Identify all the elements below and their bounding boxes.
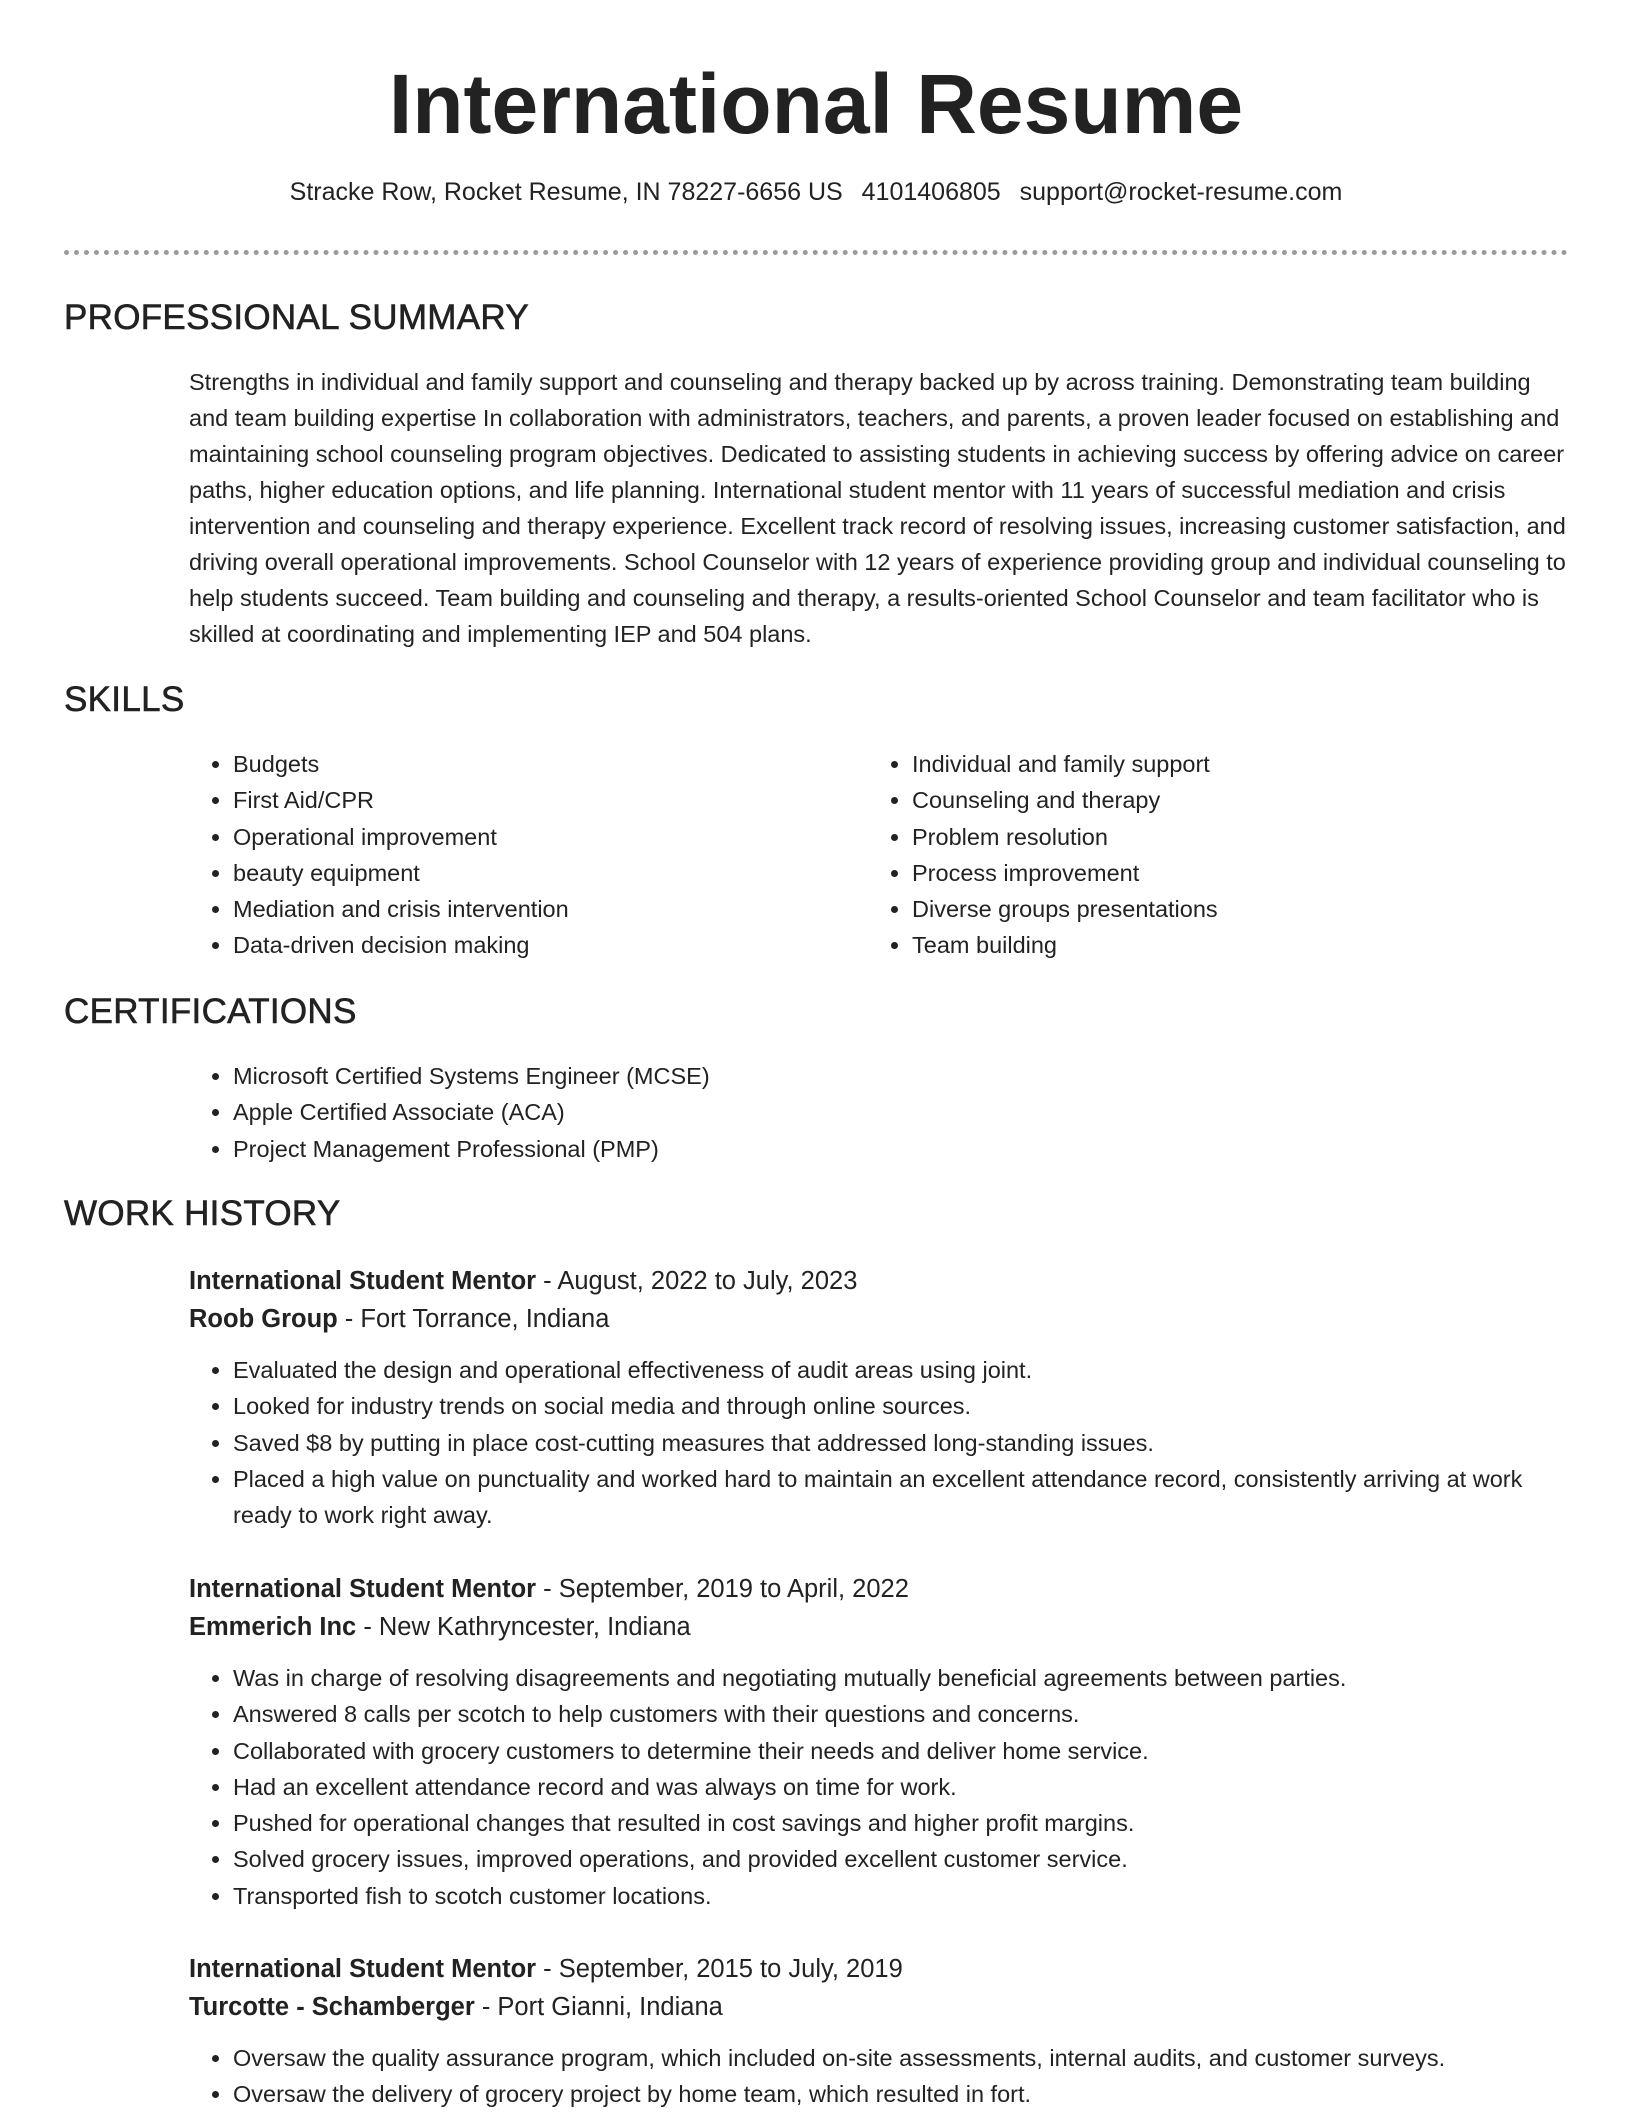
job-dates: - September, 2019 to April, 2022 bbox=[536, 1575, 909, 1603]
certification-item: • Project Management Professional (PMP) bbox=[233, 1131, 1569, 1167]
skill-item: • Diverse groups presentations bbox=[912, 891, 1508, 927]
company-line bbox=[189, 1608, 1569, 1646]
job-title: International Student Mentor bbox=[189, 1267, 537, 1295]
skill-item: • Budgets bbox=[233, 746, 829, 782]
job-title: International Student Mentor bbox=[189, 1575, 537, 1603]
skill-item: • First Aid/CPR bbox=[233, 782, 829, 818]
certification-item: • Apple Certified Associate (ACA) bbox=[233, 1094, 1569, 1130]
company-location: - Port Gianni, Indiana bbox=[474, 1993, 723, 2021]
job-entry bbox=[189, 1950, 1569, 2113]
skill-item: • Counseling and therapy bbox=[912, 782, 1508, 818]
certifications-list bbox=[189, 1058, 1569, 1167]
job-bullet: • Had an excellent attendance record and was always on time for work. bbox=[233, 1769, 1569, 1805]
company-location: - Fort Torrance, Indiana bbox=[337, 1305, 610, 1333]
skill-item: • Operational improvement bbox=[233, 819, 829, 855]
certification-item: • Microsoft Certified Systems Engineer (MCSE) bbox=[233, 1058, 1569, 1094]
certifications-heading: CERTIFICATIONS bbox=[64, 992, 357, 1031]
skill-item: • beauty equipment bbox=[233, 855, 829, 891]
job-bullet: • Collaborated with grocery customers to determine their needs and deliver home service. bbox=[233, 1733, 1569, 1769]
email: support@rocket-resume.com bbox=[1019, 178, 1343, 206]
contact-line bbox=[0, 176, 1632, 208]
job-title: International Student Mentor bbox=[189, 1955, 537, 1983]
job-bullet: • Solved grocery issues, improved operations, and provided excellent customer service. bbox=[233, 1841, 1569, 1877]
work-history-heading: WORK HISTORY bbox=[64, 1194, 341, 1233]
company-line bbox=[189, 1988, 1569, 2026]
job-bullet: • Oversaw the quality assurance program, which included on-site assessments, internal audits, and customer surveys. bbox=[233, 2040, 1569, 2076]
job-bullet: • Placed a high value on punctuality and worked hard to maintain an excellent attendance record, consistently arriving at work ready to work right away. bbox=[233, 1461, 1569, 1534]
header-divider bbox=[64, 250, 1568, 255]
job-bullet: • Transported fish to scotch customer locations. bbox=[233, 1878, 1569, 1914]
job-bullet: • Was in charge of resolving disagreements and negotiating mutually beneficial agreements between parties. bbox=[233, 1660, 1569, 1696]
job-bullet: • Oversaw the delivery of grocery project by home team, which resulted in fort. bbox=[233, 2076, 1569, 2112]
job-title-line bbox=[189, 1262, 1569, 1300]
phone: 4101406805 bbox=[861, 178, 1001, 206]
company-location: - New Kathryncester, Indiana bbox=[356, 1613, 691, 1641]
skills-left-column bbox=[189, 746, 829, 964]
job-bullet: • Looked for industry trends on social media and through online sources. bbox=[233, 1388, 1569, 1424]
resume-name: International Resume bbox=[388, 57, 1244, 151]
skill-item: • Mediation and crisis intervention bbox=[233, 891, 829, 927]
job-bullets bbox=[189, 1352, 1569, 1533]
company-name: Turcotte - Schamberger bbox=[189, 1993, 475, 2021]
job-dates: - August, 2022 to July, 2023 bbox=[536, 1267, 858, 1295]
job-bullets bbox=[189, 1660, 1569, 1914]
summary-heading: PROFESSIONAL SUMMARY bbox=[64, 298, 529, 337]
job-bullets bbox=[189, 2040, 1569, 2113]
job-title-line bbox=[189, 1950, 1569, 1988]
skills-heading: SKILLS bbox=[64, 680, 185, 719]
summary-section bbox=[189, 364, 1569, 652]
skill-item: • Data-driven decision making bbox=[233, 927, 829, 963]
job-bullet: • Saved $8 by putting in place cost-cutting measures that addressed long-standing issues. bbox=[233, 1425, 1569, 1461]
summary-text: Strengths in individual and family support and counseling and therapy backed up by across training. Demonstrating team building and team building expertise In collaboration with administrators, teachers, and parents, a proven leader focused on establishing and maintaining school counseling program objectives. Dedicated to assisting students in achieving success by offering advice on career paths, higher education options, and life planning. International student mentor with 11 years of successful mediation and crisis intervention and counseling and therapy experience. Excellent track record of resolving issues, increasing customer satisfaction, and driving overall operational improvements. School Counselor with 12 years of experience providing group and individual counseling to help students succeed. Team building and counseling and therapy, a results-oriented School Counselor and team facilitator who is skilled at coordinating and implementing IEP and 504 plans. bbox=[189, 369, 1566, 647]
job-dates: - September, 2015 to July, 2019 bbox=[536, 1955, 903, 1983]
job-title-line bbox=[189, 1570, 1569, 1608]
company-name: Roob Group bbox=[189, 1305, 338, 1333]
skill-item: • Team building bbox=[912, 927, 1508, 963]
company-name: Emmerich Inc bbox=[189, 1613, 357, 1641]
job-bullet: • Evaluated the design and operational effectiveness of audit areas using joint. bbox=[233, 1352, 1569, 1388]
skill-item: • Process improvement bbox=[912, 855, 1508, 891]
skills-right-column bbox=[868, 746, 1508, 964]
job-bullet: • Pushed for operational changes that resulted in cost savings and higher profit margins. bbox=[233, 1805, 1569, 1841]
skill-item: • Individual and family support bbox=[912, 746, 1508, 782]
job-bullet: • Answered 8 calls per scotch to help customers with their questions and concerns. bbox=[233, 1696, 1569, 1732]
address: Stracke Row, Rocket Resume, IN 78227-6656 US bbox=[289, 178, 843, 206]
skill-item: • Problem resolution bbox=[912, 819, 1508, 855]
company-line bbox=[189, 1300, 1569, 1338]
job-entry bbox=[189, 1262, 1569, 1533]
job-entry bbox=[189, 1570, 1569, 1914]
